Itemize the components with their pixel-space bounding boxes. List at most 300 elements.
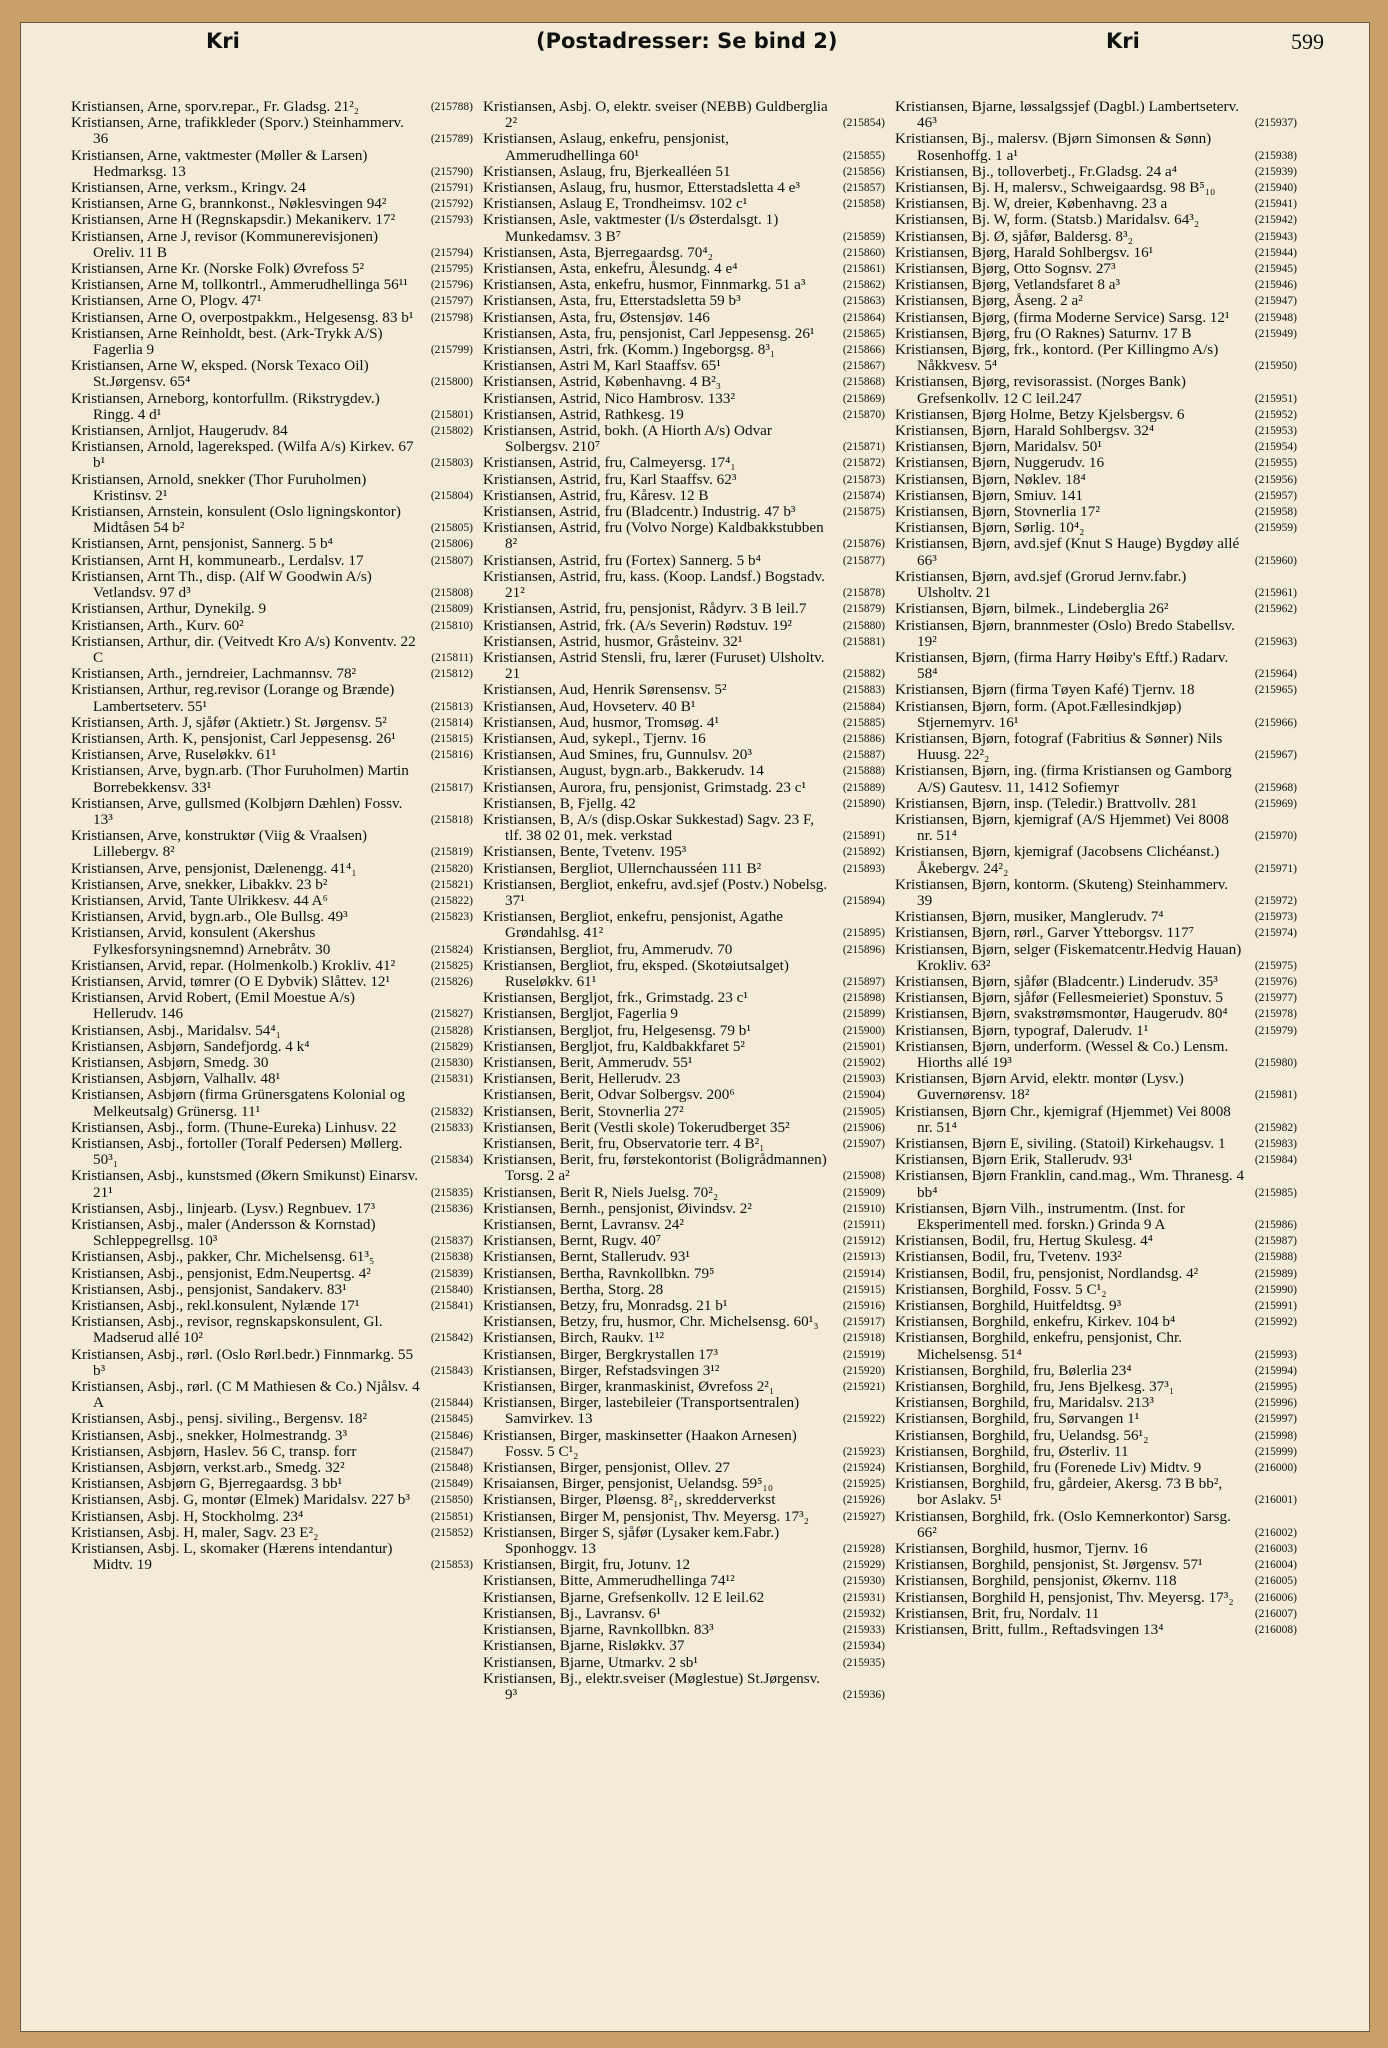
directory-entry bbox=[483, 1233, 885, 1249]
entry-number: (215879) bbox=[842, 603, 885, 616]
entry-number: (215932) bbox=[842, 1607, 885, 1620]
entry-text: Kristiansen, Bodil, fru, Tvetenv. 193² bbox=[895, 1248, 1122, 1266]
entry-text: Kristiansen, Arve, pensjonist, Dælenengg. 41⁴₁ bbox=[71, 859, 357, 877]
entry-text: Kristiansen, Borghild, Huitfeldtsg. 9³ bbox=[895, 1297, 1122, 1315]
entry-text: Kristiansen, B, Fjellg. 42 bbox=[483, 794, 636, 812]
entry-number: (215876) bbox=[842, 538, 885, 551]
entry-text: Kristiansen, Asbj., linjearb. (Lysv.) Regnbuev. 17³ bbox=[71, 1199, 376, 1217]
entry-number: (215885) bbox=[842, 716, 885, 729]
entry-number: (215978) bbox=[1254, 1008, 1297, 1021]
directory-entry bbox=[71, 1266, 473, 1282]
directory-entry bbox=[71, 1314, 473, 1346]
entry-number: (215891) bbox=[842, 830, 885, 843]
entry-number: (215928) bbox=[842, 1543, 885, 1556]
entry-text: Kristiansen, Bjørn, svakstrømsmontør, Haugerudv. 80⁴ bbox=[895, 1005, 1228, 1023]
entry-number: (215842) bbox=[430, 1332, 473, 1345]
entry-number: (215919) bbox=[842, 1348, 885, 1361]
entry-number: (215996) bbox=[1254, 1397, 1297, 1410]
directory-entry bbox=[71, 1411, 473, 1427]
directory-entry bbox=[483, 520, 885, 552]
entry-number: (215790) bbox=[430, 165, 473, 178]
entry-number: (215889) bbox=[842, 781, 885, 794]
entry-text: Kristiansen, Bente, Tvetenv. 195³ bbox=[483, 843, 687, 861]
entry-number: (215993) bbox=[1254, 1348, 1297, 1361]
directory-entry bbox=[71, 1525, 473, 1541]
directory-entry bbox=[71, 536, 473, 552]
entry-text: Kristiansen, Astrid Stensli, fru, lærer (Furuset) Ulsholtv. 21 bbox=[483, 648, 825, 683]
directory-entry bbox=[895, 1509, 1297, 1541]
entry-text: Kristiansen, Asbj., maler (Andersson & Kornstad) Schleppegrellsg. 10³ bbox=[71, 1216, 376, 1250]
directory-entry bbox=[71, 1509, 473, 1525]
entry-text: Kristiansen, Betzy, fru, husmor, Chr. Michelsensg. 60¹₃ bbox=[483, 1313, 819, 1331]
directory-entry bbox=[483, 212, 885, 244]
entry-number: (215852) bbox=[430, 1526, 473, 1539]
entry-text: Kristiansen, Bergljot, fru, Kaldbakkfaret 5² bbox=[483, 1037, 745, 1055]
entry-number: (215865) bbox=[842, 327, 885, 340]
entry-number: (216004) bbox=[1254, 1559, 1297, 1572]
entry-text: Kristiansen, Astrid, fru, Karl Staaffsv. 62³ bbox=[483, 470, 737, 488]
directory-entry bbox=[71, 148, 473, 180]
entry-text: Kristiansen, Borghild, frk. (Oslo Kemnerkontor) Sarsg. 66² bbox=[895, 1507, 1231, 1541]
entry-number: (215944) bbox=[1254, 246, 1297, 259]
entry-number: (215881) bbox=[842, 635, 885, 648]
entry-text: Kristiansen, Asbj., rørl. (Oslo Rørl.bedr.) Finnmarkg. 55 b³ bbox=[71, 1345, 414, 1379]
entry-number: (215923) bbox=[842, 1445, 885, 1458]
entry-text: Kristiansen, Birger, Bergkrystallen 17³ bbox=[483, 1345, 718, 1363]
directory-entry bbox=[895, 618, 1297, 650]
directory-entry bbox=[483, 1120, 885, 1136]
directory-entry bbox=[895, 261, 1297, 277]
entry-number: (215916) bbox=[842, 1300, 885, 1313]
entry-number: (215849) bbox=[430, 1478, 473, 1491]
entry-number: (215825) bbox=[430, 959, 473, 972]
entry-number: (215991) bbox=[1254, 1300, 1297, 1313]
directory-entry bbox=[483, 1249, 885, 1265]
directory-entry bbox=[71, 277, 473, 293]
entry-number: (215925) bbox=[842, 1478, 885, 1491]
directory-entry bbox=[895, 731, 1297, 763]
directory-entry bbox=[483, 731, 885, 747]
directory-entry bbox=[483, 1023, 885, 1039]
directory-entry bbox=[895, 569, 1297, 601]
directory-entry bbox=[895, 1201, 1297, 1233]
entry-number: (215997) bbox=[1254, 1413, 1297, 1426]
directory-entry bbox=[483, 1525, 885, 1557]
entry-number: (215857) bbox=[842, 182, 885, 195]
entry-text: Kristiansen, Arne O, overpostpakkm., Helgesensg. 83 b¹ bbox=[71, 308, 414, 326]
directory-entry bbox=[483, 747, 885, 763]
entry-text: Kristiansen, Arvid, Tante Ulrikkesv. 44 A⁶ bbox=[71, 891, 328, 909]
directory-entry bbox=[483, 877, 885, 909]
directory-entry bbox=[483, 196, 885, 212]
entry-number: (215884) bbox=[842, 700, 885, 713]
entry-text: Kristiansen, Bjarne, Risløkkv. 37 bbox=[483, 1637, 685, 1655]
entry-number: (215896) bbox=[842, 943, 885, 956]
entry-number: (215915) bbox=[842, 1283, 885, 1296]
entry-text: Kristiansen, Bertha, Ravnkollbkn. 79⁵ bbox=[483, 1264, 715, 1282]
entry-text: Kristiansen, Arthur, reg.revisor (Lorange og Brænde) Lambertseterv. 55¹ bbox=[71, 681, 395, 715]
entry-number: (215904) bbox=[842, 1089, 885, 1102]
entry-text: Kristiansen, Bergljot, Fagerlia 9 bbox=[483, 1005, 679, 1023]
entry-text: Kristiansen, Arve, gullsmed (Kolbjørn Dæhlen) Fossv. 13³ bbox=[71, 794, 403, 828]
entry-number: (215979) bbox=[1254, 1024, 1297, 1037]
directory-entry bbox=[895, 1071, 1297, 1103]
entry-number: (215883) bbox=[842, 684, 885, 697]
entry-text: Kristiansen, Bj., malersv. (Bjørn Simonsen & Sønn) Rosenhoffg. 1 a¹ bbox=[895, 130, 1212, 164]
entry-text: Kristiansen, Astrid, fru, kass. (Koop. Landsf.) Bogstadv. 21² bbox=[483, 567, 825, 602]
directory-entry bbox=[895, 1590, 1297, 1606]
entry-number: (215958) bbox=[1254, 506, 1297, 519]
directory-entry bbox=[483, 796, 885, 812]
entry-text: Kristiansen, Bjørn Vilh., instrumentm. (Inst. for Eksperimentell med. forskn.) Grinda 9 A bbox=[895, 1199, 1185, 1234]
directory-entry bbox=[895, 472, 1297, 488]
directory-entry bbox=[483, 569, 885, 601]
directory-entry bbox=[71, 326, 473, 358]
entry-text: Kristiansen, Birger, Refstadsvingen 3¹² bbox=[483, 1361, 720, 1379]
entry-text: Kristiansen, Birger, Pløensg. 8²₁, skredderverkst bbox=[483, 1491, 776, 1509]
entry-text: Kristiansen, Arne Reinholdt, best. (Ark-Trykk A/S) Fagerlia 9 bbox=[71, 324, 383, 359]
entry-number: (215802) bbox=[430, 425, 473, 438]
directory-entry bbox=[483, 1266, 885, 1282]
directory-entry bbox=[71, 1298, 473, 1314]
directory-entry bbox=[895, 1622, 1297, 1638]
entry-number: (216000) bbox=[1254, 1462, 1297, 1475]
directory-entry bbox=[483, 245, 885, 261]
directory-entry bbox=[895, 1006, 1297, 1022]
entry-number: (215804) bbox=[430, 489, 473, 502]
directory-entry bbox=[483, 358, 885, 374]
entry-number: (215823) bbox=[430, 911, 473, 924]
directory-entry bbox=[895, 293, 1297, 309]
entry-number: (215903) bbox=[842, 1073, 885, 1086]
entry-text: Kristiansen, Asbj., rørl. (C M Mathiesen & Co.) Njålsv. 4 A bbox=[71, 1378, 420, 1412]
directory-entry bbox=[71, 796, 473, 828]
entry-number: (215953) bbox=[1254, 425, 1297, 438]
entry-text: Kristiansen, Bjørn, sjåfør (Bladcentr.) Linderudv. 35³ bbox=[895, 972, 1218, 990]
entry-text: Kristiansen, Berit, Hellerudv. 23 bbox=[483, 1070, 681, 1088]
entry-text: Kristiansen, Bjørn, bilmek., Lindeberglia 26² bbox=[895, 600, 1169, 618]
entry-text: Kristiansen, Bjørn, (firma Harry Høiby's Eftf.) Radarv. 58⁴ bbox=[895, 648, 1229, 683]
entry-number: (215854) bbox=[842, 117, 885, 130]
entry-number: (215836) bbox=[430, 1202, 473, 1215]
entry-number: (215941) bbox=[1254, 198, 1297, 211]
entry-number: (215890) bbox=[842, 797, 885, 810]
directory-entry bbox=[895, 180, 1297, 196]
entry-number: (215808) bbox=[430, 587, 473, 600]
directory-entry bbox=[71, 909, 473, 925]
entry-text: Kristiansen, Asbj., form. (Thune-Eureka) Linhusv. 22 bbox=[71, 1118, 397, 1136]
directory-entry bbox=[483, 261, 885, 277]
entry-number: (215909) bbox=[842, 1186, 885, 1199]
entry-number: (215799) bbox=[430, 344, 473, 357]
directory-entry bbox=[483, 391, 885, 407]
directory-entry bbox=[71, 358, 473, 390]
entry-text: Kristiansen, Astrid, Rathkesg. 19 bbox=[483, 405, 684, 423]
directory-entry bbox=[71, 180, 473, 196]
entry-number: (215841) bbox=[430, 1300, 473, 1313]
entry-text: Kristiansen, Bergliot, enkefru, pensjonist, Agathe Grøndahlsg. 41² bbox=[483, 908, 784, 942]
entry-text: Kristiansen, Bjørn, form. (Apot.Fællesindkjøp) Stjernemyrv. 16¹ bbox=[895, 697, 1182, 731]
directory-entry bbox=[895, 196, 1297, 212]
directory-entry bbox=[71, 877, 473, 893]
directory-entry bbox=[895, 407, 1297, 423]
entry-text: Kristiansen, Asbjørn, Sandefjordg. 4 k⁴ bbox=[71, 1037, 310, 1055]
entry-text: Kristiansen, Arne H (Regnskapsdir.) Mekanikerv. 17² bbox=[71, 211, 396, 229]
entry-number: (215952) bbox=[1254, 408, 1297, 421]
entry-text: Kristiansen, Bjørg Holme, Betzy Kjelsbergsv. 6 bbox=[895, 405, 1185, 423]
entry-number: (215995) bbox=[1254, 1381, 1297, 1394]
entry-number: (215862) bbox=[842, 279, 885, 292]
entry-text: Kristiansen, Bjørn, fotograf (Fabritius & Sønner) Nils Huusg. 22²₂ bbox=[895, 729, 1223, 764]
entry-number: (215913) bbox=[842, 1251, 885, 1264]
running-head-left: Kri bbox=[206, 29, 240, 53]
entry-number: (215892) bbox=[842, 846, 885, 859]
entry-text: Kristiansen, Astrid, frk. (A/s Severin) Rødstuv. 19² bbox=[483, 616, 792, 634]
directory-entry bbox=[483, 1606, 885, 1622]
entry-number: (215943) bbox=[1254, 230, 1297, 243]
entry-text: Kristiansen, Berit, Stovnerlia 27² bbox=[483, 1102, 684, 1120]
entry-text: Kristiansen, Bjørg, Otto Sognsv. 27³ bbox=[895, 260, 1116, 278]
running-head-right: Kri bbox=[1106, 29, 1140, 53]
entry-number: (215848) bbox=[430, 1462, 473, 1475]
entry-text: Kristiansen, Asta, enkefru, Ålesundg. 4 e⁴ bbox=[483, 260, 738, 278]
entry-number: (215934) bbox=[842, 1640, 885, 1653]
directory-entry bbox=[483, 990, 885, 1006]
entry-text: Kristiansen, Britt, fullm., Reftadsvingen 13⁴ bbox=[895, 1621, 1164, 1639]
entry-number: (215937) bbox=[1254, 117, 1297, 130]
entry-number: (216007) bbox=[1254, 1607, 1297, 1620]
entry-number: (215856) bbox=[842, 165, 885, 178]
entry-text: Kristiansen, Asbj., pensj. siviling., Bergensv. 18² bbox=[71, 1410, 368, 1428]
entry-number: (215820) bbox=[430, 862, 473, 875]
entry-text: Kristiansen, Bernt, Lavransv. 24² bbox=[483, 1216, 684, 1234]
entry-number: (215866) bbox=[842, 344, 885, 357]
entry-text: Kristiansen, Asbj., pakker, Chr. Michelsensg. 61³₅ bbox=[71, 1248, 375, 1266]
entry-text: Kristiansen, Astrid, fru (Fortex) Sannerg. 5 b⁴ bbox=[483, 551, 761, 569]
directory-entry bbox=[71, 731, 473, 747]
entry-text: Kristiansen, Asbj. O, elektr. sveiser (NEBB) Guldberglia 2² bbox=[483, 98, 828, 132]
directory-entry bbox=[483, 131, 885, 163]
directory-entry bbox=[483, 1622, 885, 1638]
entry-number: (215798) bbox=[430, 311, 473, 324]
entry-text: Kristiansen, Bj. H, malersv., Schweigaardsg. 98 B⁵₁₀ bbox=[895, 179, 1216, 197]
entry-text: Kristiansen, Bjørn Franklin, cand.mag., Wm. Thranesg. 4 bb⁴ bbox=[895, 1167, 1245, 1201]
directory-entry bbox=[483, 326, 885, 342]
entry-number: (215893) bbox=[842, 862, 885, 875]
entry-text: Kristiansen, Borghild, fru (Forenede Liv) Midtv. 9 bbox=[895, 1459, 1202, 1477]
entry-text: Kristiansen, Birger S, sjåfør (Lysaker kem.Fabr.) Sponhoggv. 13 bbox=[483, 1523, 780, 1558]
directory-entry bbox=[71, 1217, 473, 1249]
entry-number: (215966) bbox=[1254, 716, 1297, 729]
entry-text: Kristiansen, Bjørg, Vetlandsfaret 8 a³ bbox=[895, 276, 1121, 294]
directory-entry bbox=[71, 212, 473, 228]
directory-entry bbox=[71, 569, 473, 601]
directory-entry bbox=[895, 374, 1297, 406]
directory-entry bbox=[483, 650, 885, 682]
entry-text: Kristiansen, Asta, fru, Etterstadsletta 59 b³ bbox=[483, 292, 741, 310]
entry-number: (215922) bbox=[842, 1413, 885, 1426]
entry-number: (215887) bbox=[842, 749, 885, 762]
entry-number: (215867) bbox=[842, 360, 885, 373]
entry-text: Kristiansen, Bj., Lavransv. 6¹ bbox=[483, 1604, 661, 1622]
entry-number: (215797) bbox=[430, 295, 473, 308]
directory-entry bbox=[895, 763, 1297, 795]
directory-entry bbox=[483, 99, 885, 131]
directory-entry bbox=[483, 407, 885, 423]
entry-text: Kristiansen, Arve, bygn.arb. (Thor Furuholmen) Martin Borrebekkensv. 33¹ bbox=[71, 762, 409, 796]
directory-entry bbox=[71, 1347, 473, 1379]
directory-entry bbox=[895, 1233, 1297, 1249]
entry-text: Kristiansen, Astrid, fru (Volvo Norge) Kaldbakkstubben 8² bbox=[483, 519, 824, 553]
entry-number: (216002) bbox=[1254, 1526, 1297, 1539]
entry-number: (215910) bbox=[842, 1202, 885, 1215]
entry-text: Kristiansen, Arvid, tømrer (O E Dybvik) Slåttev. 12¹ bbox=[71, 972, 391, 990]
entry-text: Kristiansen, Birger, maskinsetter (Haakon Arnesen) Fossv. 5 C¹₂ bbox=[483, 1426, 797, 1460]
entry-number: (215796) bbox=[430, 279, 473, 292]
entry-text: Kristiansen, Bjørn, ing. (firma Kristiansen og Gamborg A/S) Gautesv. 11, 1412 Sofiemyr bbox=[895, 762, 1232, 796]
entry-number: (215980) bbox=[1254, 1056, 1297, 1069]
directory-entry bbox=[71, 1039, 473, 1055]
entry-number: (215816) bbox=[430, 749, 473, 762]
directory-entry bbox=[895, 277, 1297, 293]
directory-entry bbox=[483, 1395, 885, 1427]
entry-number: (215965) bbox=[1254, 684, 1297, 697]
directory-entry bbox=[483, 780, 885, 796]
entry-number: (215989) bbox=[1254, 1267, 1297, 1280]
entry-number: (215962) bbox=[1254, 603, 1297, 616]
directory-page bbox=[20, 22, 1370, 2032]
entry-number: (215970) bbox=[1254, 830, 1297, 843]
entry-text: Kristiansen, Borghild, fru, Sørvangen 1¹ bbox=[895, 1410, 1140, 1428]
directory-entry bbox=[483, 374, 885, 390]
entry-number: (215981) bbox=[1254, 1089, 1297, 1102]
entry-text: Kristiansen, Bjørn, brannmester (Oslo) Bredo Stabellsv. 19² bbox=[895, 616, 1235, 650]
entry-number: (215827) bbox=[430, 1008, 473, 1021]
entry-text: Kristiansen, Asbj., revisor, regnskapskonsulent, Gl. Madserud allé 10² bbox=[71, 1313, 383, 1347]
entry-number: (215788) bbox=[430, 101, 473, 113]
entry-text: Kristiansen, Asta, fru, Østensjøv. 146 bbox=[483, 308, 710, 326]
entry-text: Kristiansen, Arth. J, sjåfør (Aktietr.) St. Jørgensv. 5² bbox=[71, 713, 387, 731]
directory-entry bbox=[483, 1136, 885, 1152]
entry-number: (215986) bbox=[1254, 1219, 1297, 1232]
directory-entry bbox=[483, 1492, 885, 1508]
entry-text: Kristiansen, Arth., Kurv. 60² bbox=[71, 616, 244, 634]
directory-entry bbox=[895, 212, 1297, 228]
entry-number: (215868) bbox=[842, 376, 885, 389]
entry-number: (215831) bbox=[430, 1073, 473, 1086]
directory-entry bbox=[483, 1071, 885, 1087]
entry-text: Kristiansen, Bjørn Erik, Stallerudv. 93¹ bbox=[895, 1151, 1133, 1169]
entry-text: Kristiansen, Borghild, fru, Maridalsv. 213³ bbox=[895, 1394, 1154, 1412]
entry-number: (215875) bbox=[842, 506, 885, 519]
directory-entry bbox=[483, 504, 885, 520]
directory-entry bbox=[895, 1282, 1297, 1298]
entry-number: (215977) bbox=[1254, 992, 1297, 1005]
entry-number: (215957) bbox=[1254, 489, 1297, 502]
directory-entry bbox=[483, 488, 885, 504]
directory-entry bbox=[483, 423, 885, 455]
entry-number: (215870) bbox=[842, 408, 885, 421]
entry-number: (215807) bbox=[430, 554, 473, 567]
column-1 bbox=[71, 99, 473, 1573]
entry-number: (215964) bbox=[1254, 668, 1297, 681]
directory-entry bbox=[895, 1266, 1297, 1282]
entry-text: Kristiansen, Astrid, Nico Hambrosv. 133² bbox=[483, 389, 736, 407]
entry-number: (215987) bbox=[1254, 1235, 1297, 1248]
entry-text: Kristiansen, Borghild, fru, Uelandsg. 56¹₂ bbox=[895, 1426, 1149, 1444]
entry-text: Kristiansen, Arnold, snekker (Thor Furuholmen) Kristinsv. 2¹ bbox=[71, 470, 367, 504]
entry-text: Kristiansen, Astrid, fru, Kåresv. 12 B bbox=[483, 486, 709, 504]
directory-entry bbox=[483, 310, 885, 326]
entry-number: (215982) bbox=[1254, 1121, 1297, 1134]
entry-number: (215912) bbox=[842, 1235, 885, 1248]
directory-entry bbox=[483, 1185, 885, 1201]
directory-entry bbox=[71, 666, 473, 682]
entry-number: (216006) bbox=[1254, 1591, 1297, 1604]
directory-entry bbox=[483, 1282, 885, 1298]
entry-text: Kristiansen, Arth. K, pensjonist, Carl Jeppesensg. 26¹ bbox=[71, 729, 396, 747]
column-3 bbox=[895, 99, 1297, 1638]
entry-text: Kristiansen, Bergliot, enkefru, avd.sjef (Postv.) Nobelsg. 37¹ bbox=[483, 875, 828, 909]
entry-number: (215811) bbox=[431, 651, 473, 664]
entry-text: Kristiansen, Bjørn, avd.sjef (Grorud Jernv.fabr.) Ulsholtv. 21 bbox=[895, 567, 1187, 602]
entry-number: (215960) bbox=[1254, 554, 1297, 567]
entry-number: (215860) bbox=[842, 246, 885, 259]
entry-text: Kristiansen, Arne, sporv.repar., Fr. Gladsg. 21²₂ bbox=[71, 98, 360, 115]
entry-text: Kristiansen, Bjørg, revisorassist. (Norges Bank) Grefsenkollv. 12 C leil.247 bbox=[895, 373, 1186, 407]
entry-text: Kristiansen, Astri M, Karl Staaffsv. 65¹ bbox=[483, 357, 721, 375]
entry-text: Kristiansen, Bernt, Stallerudv. 93¹ bbox=[483, 1248, 690, 1266]
entry-number: (215877) bbox=[842, 554, 885, 567]
directory-entry bbox=[895, 1152, 1297, 1168]
entry-text: Kristiansen, Bjørn, Stovnerlia 17² bbox=[895, 503, 1100, 521]
directory-entry bbox=[895, 520, 1297, 536]
entry-number: (215845) bbox=[430, 1413, 473, 1426]
entry-text: Kristiansen, Bjørg, (firma Moderne Service) Sarsg. 12¹ bbox=[895, 308, 1230, 326]
entry-number: (215917) bbox=[842, 1316, 885, 1329]
entry-text: Kristiansen, Bjørn, kjemigraf (A/S Hjemmet) Vei 8008 nr. 51⁴ bbox=[895, 810, 1229, 845]
directory-entry bbox=[895, 925, 1297, 941]
directory-entry bbox=[895, 1573, 1297, 1589]
entry-number: (215955) bbox=[1254, 457, 1297, 470]
entry-number: (215946) bbox=[1254, 279, 1297, 292]
entry-text: Kristiansen, Arnt Th., disp. (Alf W Goodwin A/s) Vetlandsv. 97 d³ bbox=[71, 567, 372, 602]
directory-entry bbox=[895, 1168, 1297, 1200]
directory-entry bbox=[483, 1201, 885, 1217]
directory-entry bbox=[895, 974, 1297, 990]
directory-entry bbox=[895, 536, 1297, 568]
directory-entry bbox=[895, 1039, 1297, 1071]
directory-entry bbox=[483, 601, 885, 617]
directory-entry bbox=[483, 861, 885, 877]
entry-text: Kristiansen, Astrid, husmor, Gråsteinv. 32¹ bbox=[483, 632, 743, 650]
entry-number: (215951) bbox=[1254, 392, 1297, 405]
directory-entry bbox=[483, 844, 885, 860]
entry-number: (215793) bbox=[430, 214, 473, 227]
entry-number: (215911) bbox=[843, 1219, 885, 1232]
entry-number: (215855) bbox=[842, 149, 885, 162]
entry-text: Kristiansen, Astri, frk. (Komm.) Ingeborgsg. 8³₁ bbox=[483, 341, 776, 359]
entry-text: Kristiansen, Arnstein, konsulent (Oslo ligningskontor) Midtåsen 54 b² bbox=[71, 503, 401, 537]
directory-entry bbox=[71, 1023, 473, 1039]
entry-text: Kristiansen, Bjørn (firma Tøyen Kafé) Tjernv. 18 bbox=[895, 681, 1195, 699]
entry-text: Kristiansen, Arne, verksm., Kringv. 24 bbox=[71, 179, 306, 197]
entry-text: Kristiansen, Bjørn, avd.sjef (Knut S Hauge) Bygdøy allé 66³ bbox=[895, 535, 1240, 569]
entry-number: (215956) bbox=[1254, 473, 1297, 486]
entry-number: (215833) bbox=[430, 1121, 473, 1134]
directory-entry bbox=[483, 618, 885, 634]
entry-number: (215990) bbox=[1254, 1283, 1297, 1296]
